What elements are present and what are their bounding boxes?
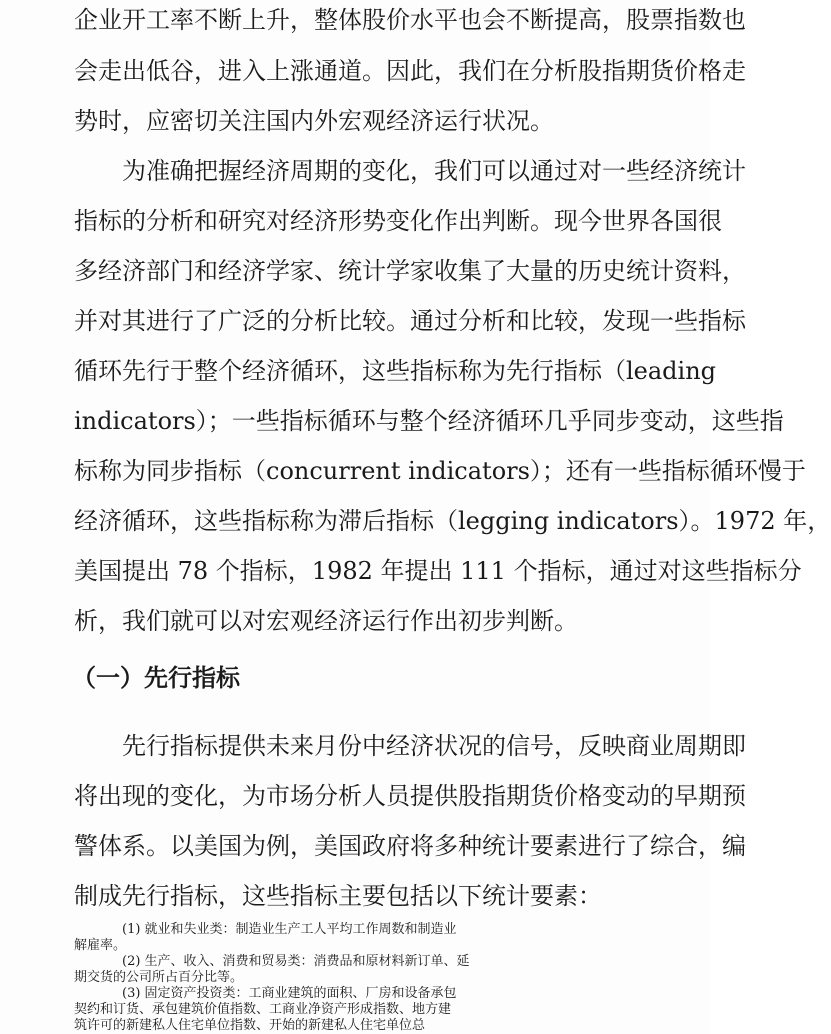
text-line: 期交货的公司所占百分比等。 [74,970,244,985]
paragraph-first-line: 为准确把握经济周期的变化，我们可以通过对一些经济统计 [122,157,746,185]
text-line: 契约和订货、承包建筑价值指数、工商业净资产形成指数、地方建 [74,1002,452,1017]
text-line: 将出现的变化，为市场分析人员提供股指期货价格变动的早期预 [74,782,746,810]
text-line: 筑许可的新建私人住宅单位指数、开始的新建私人住宅单位总 [74,1018,426,1033]
text-line: 美国提出 78 个指标，1982 年提出 111 个指标，通过对这些指标分 [74,557,802,585]
text-line: 势时，应密切关注国内外宏观经济运行状况。 [74,107,554,135]
text-line: 多经济部门和经济学家、统计学家收集了大量的历史统计资料， [74,257,746,285]
list-item-line: (2) 生产、收入、消费和贸易类：消费品和原材料新订单、延 [122,954,470,969]
text-line: 循环先行于整个经济循环，这些指标称为先行指标（leading [74,357,717,385]
text-line: 析，我们就可以对宏观经济运行作出初步判断。 [74,607,578,635]
list-item-line: (1) 就业和失业类：制造业生产工人平均工作周数和制造业 [122,922,457,937]
text-line: 警体系。以美国为例，美国政府将多种统计要素进行了综合，编 [74,832,746,860]
paragraph-first-line: 先行指标提供未来月份中经济状况的信号，反映商业周期即 [122,732,746,760]
text-line: 并对其进行了广泛的分析比较。通过分析和比较，发现一些指标 [74,307,746,335]
section-heading: （一）先行指标 [72,664,240,692]
text-line: 制成先行指标，这些指标主要包括以下统计要素： [74,882,602,910]
text-line: indicators）；一些指标循环与整个经济循环几乎同步变动，这些指 [74,407,784,435]
list-item-line: (3) 固定资产投资类：工商业建筑的面积、厂房和设备承包 [122,986,457,1001]
text-line: 会走出低谷，进入上涨通道。因此，我们在分析股指期货价格走 [74,57,746,85]
text-line: 解雇率。 [74,938,127,953]
text-line: 企业开工率不断上升，整体股价水平也会不断提高，股票指数也 [74,6,746,34]
text-line: 经济循环，这些指标称为滞后指标（legging indicators）。1972 年， [74,507,831,535]
text-line: 指标的分析和研究对经济形势变化作出判断。现今世界各国很 [74,207,722,235]
text-line: 标称为同步指标（concurrent indicators）；还有一些指标循环慢于 [74,457,806,485]
